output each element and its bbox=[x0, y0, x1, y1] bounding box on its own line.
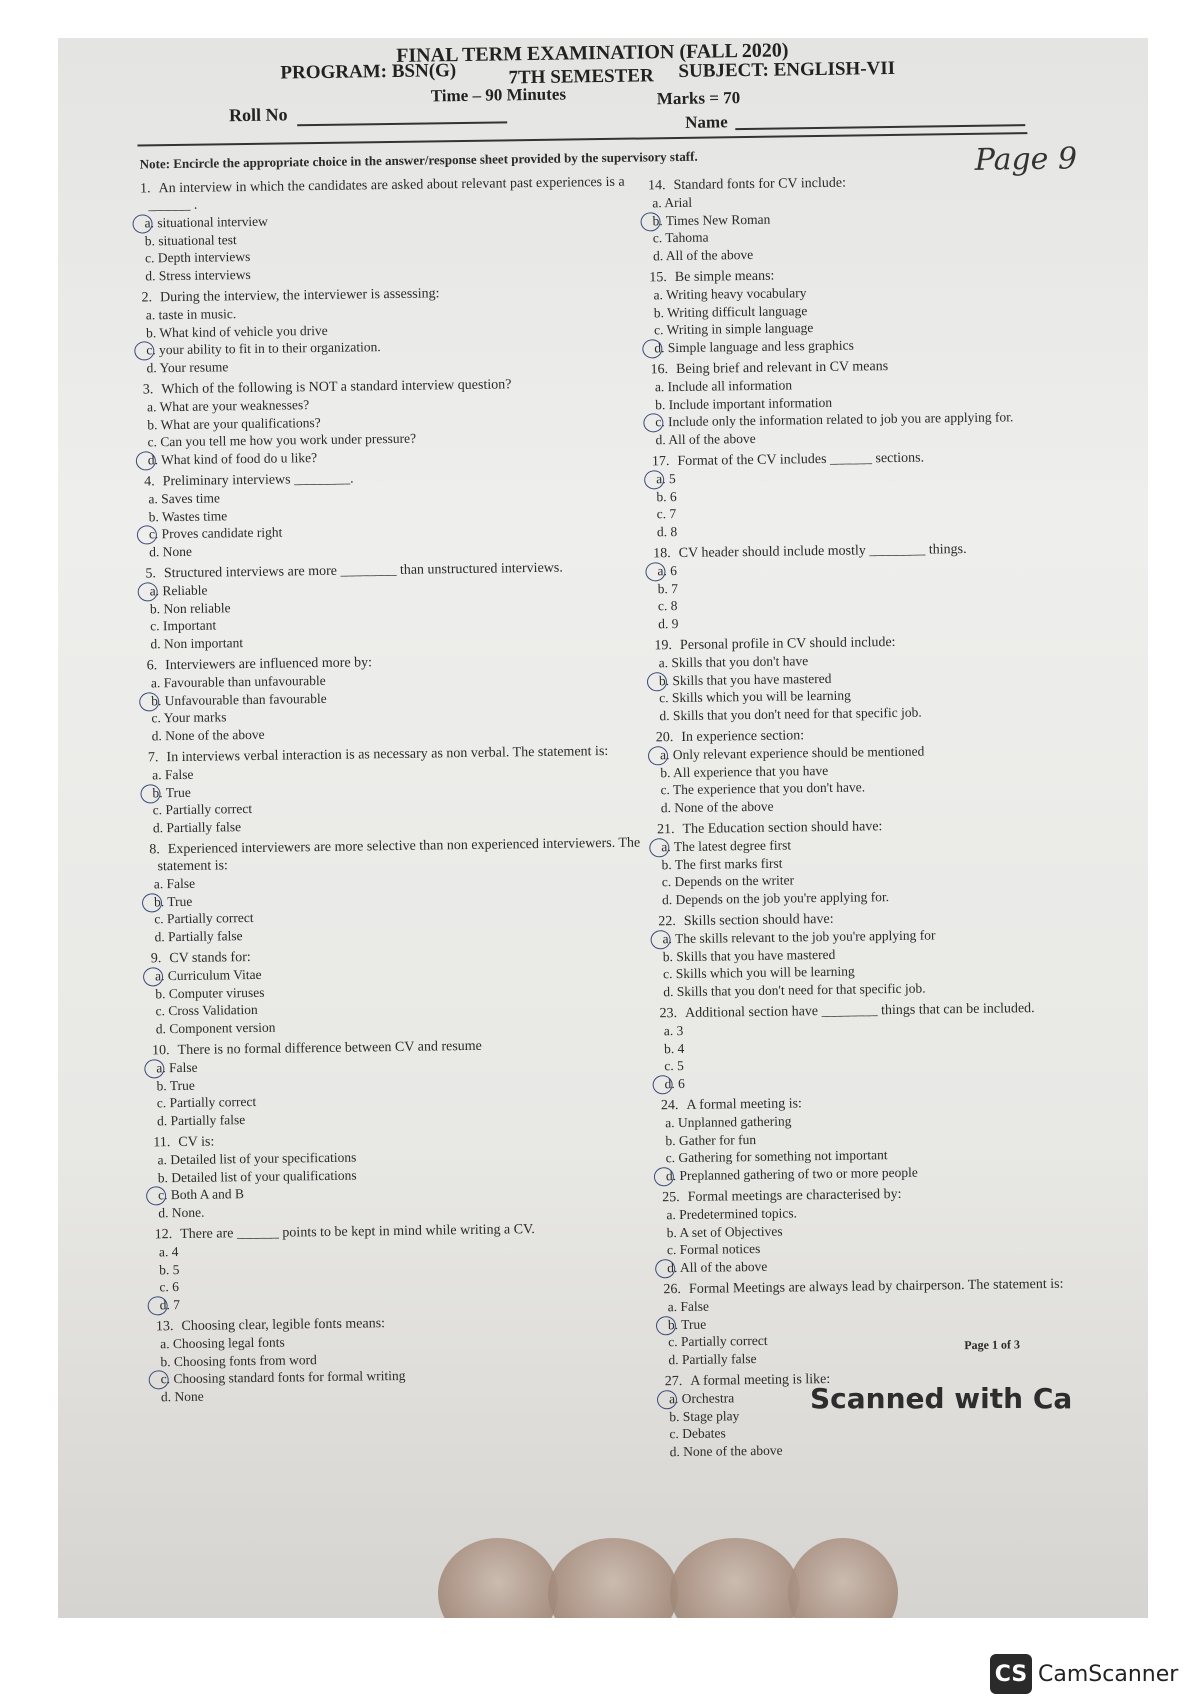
question-item bbox=[148, 742, 649, 836]
answer-option: b. Gather for fun bbox=[665, 1131, 757, 1148]
question-number: 23. bbox=[659, 1006, 678, 1022]
question-number: 27. bbox=[664, 1374, 683, 1390]
camscanner-label: CamScanner bbox=[1038, 1661, 1179, 1687]
question-number: 16. bbox=[650, 362, 669, 378]
question-number: 9. bbox=[150, 951, 162, 967]
answer-option: b. 7 bbox=[657, 580, 679, 596]
answer-option-circled: c. Proves candidate right bbox=[145, 518, 645, 542]
answer-option: d. Skills that you don't need for that specific job. bbox=[663, 980, 926, 999]
answer-option: d. 9 bbox=[658, 615, 679, 631]
question-item bbox=[657, 814, 1148, 908]
question-item bbox=[660, 998, 1148, 1092]
answer-option-circled: a. False bbox=[152, 1052, 652, 1076]
answer-option: c. Partially correct bbox=[152, 800, 253, 818]
question-item bbox=[156, 1311, 657, 1405]
answer-option: a. taste in music. bbox=[145, 306, 237, 323]
answer-option-circled: c. Include only the information related to job you are applying for. bbox=[651, 406, 1148, 430]
answer-option: d. Partially false bbox=[668, 1350, 757, 1367]
answer-option: b. Computer viruses bbox=[155, 984, 265, 1001]
question-number: 17. bbox=[651, 454, 670, 470]
exam-title: FINAL TERM EXAMINATION (FALL 2020) bbox=[396, 39, 789, 67]
answer-option: d. Skills that you don't need for that specific job. bbox=[659, 704, 922, 723]
question-number: 3. bbox=[142, 382, 154, 398]
camscanner-icon: CS bbox=[990, 1654, 1032, 1694]
instructions-note: Note: Encircle the appropriate choice in the answer/response sheet provided by the supervisory staff. bbox=[139, 148, 698, 172]
answer-option: c. 8 bbox=[657, 598, 678, 614]
answer-option: a. Unplanned gathering bbox=[665, 1113, 792, 1131]
answer-option-circled: d. All of the above bbox=[663, 1252, 1148, 1276]
question-item bbox=[663, 1274, 1148, 1368]
answer-option: b. What kind of vehicle you drive bbox=[145, 322, 328, 340]
answer-option: d. All of the above bbox=[652, 246, 754, 263]
answer-option: c. Skills which you will be learning bbox=[662, 963, 855, 982]
scanned-exam-photo bbox=[58, 38, 1148, 1618]
question-item bbox=[653, 538, 1148, 632]
answer-option: d. None bbox=[160, 1388, 204, 1404]
answer-option-circled: d. Preplanned gathering of two or more people bbox=[662, 1160, 1148, 1184]
question-item bbox=[152, 1035, 653, 1129]
answer-option: a. Detailed list of your specifications bbox=[157, 1149, 357, 1168]
answer-option: a. Choosing legal fonts bbox=[160, 1334, 285, 1352]
question-item bbox=[141, 282, 642, 376]
answer-option: c. Cross Validation bbox=[155, 1001, 258, 1019]
question-prompt: Be simple means: bbox=[674, 268, 775, 286]
question-prompt: Format of the CV includes ______ sections. bbox=[677, 450, 925, 470]
answer-option: a. False bbox=[153, 875, 196, 892]
question-prompt: There is no formal difference between CV and resume bbox=[177, 1038, 482, 1059]
roll-no-line bbox=[297, 121, 507, 126]
question-prompt: The Education section should have: bbox=[682, 819, 883, 837]
answer-option: b. A set of Objectives bbox=[666, 1223, 783, 1240]
answer-option: d. Partially false bbox=[156, 1111, 246, 1128]
answer-option: d. Partially false bbox=[152, 818, 242, 835]
questions-right-column bbox=[648, 170, 1148, 1460]
question-number: 24. bbox=[660, 1098, 679, 1114]
question-prompt: Formal meetings are characterised by: bbox=[687, 1186, 902, 1205]
answer-option-circled: d. 6 bbox=[660, 1068, 1148, 1092]
question-item bbox=[147, 650, 648, 744]
answer-option: c. Writing in simple language bbox=[653, 320, 814, 338]
answer-option: c. Depth interviews bbox=[144, 248, 251, 266]
time-label: Time – 90 Minutes bbox=[430, 84, 567, 106]
question-prompt: A formal meeting is: bbox=[686, 1096, 802, 1113]
question-number: 21. bbox=[656, 822, 675, 838]
question-prompt: Formal Meetings are always lead by chairperson. The statement is: bbox=[688, 1276, 1064, 1297]
question-number: 19. bbox=[654, 638, 673, 654]
question-prompt: Additional section have ________ things that can be included. bbox=[685, 1001, 1035, 1021]
answer-option: c. Partially correct bbox=[668, 1332, 768, 1350]
question-number: 8. bbox=[149, 842, 160, 858]
question-number: 2. bbox=[141, 290, 153, 306]
answer-option-circled: b. True bbox=[150, 886, 650, 910]
question-prompt: Skills section should have: bbox=[683, 911, 834, 929]
question-number: 5. bbox=[145, 566, 157, 582]
answer-option-circled: a. Orchestra bbox=[665, 1383, 1148, 1407]
answer-option: d. None. bbox=[158, 1204, 205, 1220]
question-item bbox=[140, 173, 641, 284]
handwritten-page-number: Page 9 bbox=[974, 141, 1078, 178]
question-number: 10. bbox=[151, 1043, 170, 1059]
question-item bbox=[662, 1182, 1148, 1276]
answer-option-circled: a. situational interview bbox=[140, 207, 640, 231]
program-label: PROGRAM: BSN(G) bbox=[280, 60, 457, 84]
question-item bbox=[656, 722, 1148, 816]
question-item bbox=[153, 1127, 654, 1221]
answer-option: c. Formal notices bbox=[666, 1240, 761, 1258]
answer-option: d. Component version bbox=[155, 1019, 276, 1036]
answer-option: d. None of the above bbox=[151, 726, 265, 743]
answer-option: c. 5 bbox=[664, 1057, 684, 1074]
answer-option: a. False bbox=[152, 766, 194, 783]
answer-option-circled: a. Curriculum Vitae bbox=[151, 960, 651, 984]
answer-option: c. Tahoma bbox=[652, 229, 709, 246]
question-item bbox=[661, 1090, 1148, 1184]
name-label: Name bbox=[685, 112, 728, 132]
header-divider bbox=[137, 132, 1027, 146]
answer-option: d. None bbox=[149, 543, 192, 559]
answer-option: b. 5 bbox=[159, 1261, 180, 1277]
subject-label: SUBJECT: ENGLISH-VII bbox=[678, 57, 896, 82]
question-prompt: An interview in which the candidates are asked about relevant past experiences is a ______ . bbox=[148, 174, 625, 214]
answer-option-circled: a. 6 bbox=[653, 555, 1148, 579]
roll-no-label: Roll No bbox=[228, 104, 288, 126]
answer-option-circled: b. Unfavourable than favourable bbox=[147, 685, 647, 709]
answer-option: b. Stage play bbox=[669, 1407, 740, 1424]
answer-option: c. Partially correct bbox=[156, 1093, 257, 1111]
fingers-photo-artifact bbox=[438, 1498, 898, 1618]
question-prompt: Choosing clear, legible fonts means: bbox=[181, 1316, 386, 1335]
answer-option: a. Favourable than unfavourable bbox=[150, 672, 326, 691]
question-item bbox=[654, 630, 1148, 724]
answer-option-circled: b. Times New Roman bbox=[648, 205, 1148, 229]
answer-option: b. All experience that you have bbox=[660, 762, 829, 780]
answer-option-circled: a. The latest degree first bbox=[657, 831, 1148, 855]
answer-option-circled: c. Both A and B bbox=[154, 1179, 654, 1203]
question-prompt: Experienced interviewers are more selective than non experienced interviewers. The statement is: bbox=[157, 835, 641, 875]
question-prompt: Standard fonts for CV include: bbox=[673, 175, 847, 194]
page-footer: Page 1 of 3 bbox=[964, 1337, 1021, 1353]
answer-option: b. Include important information bbox=[655, 394, 833, 412]
answer-option: a. False bbox=[667, 1298, 710, 1315]
answer-option: d. Non important bbox=[150, 634, 244, 651]
answer-option: a. What are your weaknesses? bbox=[147, 397, 310, 415]
answer-option-circled: b. Skills that you have mastered bbox=[655, 665, 1148, 689]
question-prompt: Structured interviews are more ________ than unstructured interviews. bbox=[163, 560, 563, 582]
answer-option-circled: c. your ability to fit in to their organization. bbox=[142, 334, 642, 358]
question-item bbox=[145, 558, 646, 652]
answer-option: b. situational test bbox=[144, 231, 237, 248]
answer-option: c. Depends on the writer bbox=[661, 872, 795, 890]
answer-option-circled: a. Only relevant experience should be mentioned bbox=[656, 739, 1148, 763]
question-prompt: During the interview, the interviewer is assessing: bbox=[159, 286, 440, 306]
exam-sheet bbox=[58, 38, 1148, 1618]
answer-option: c. Partially correct bbox=[154, 909, 254, 927]
answer-option: a. Skills that you don't have bbox=[658, 653, 809, 671]
answer-option-circled: b. True bbox=[664, 1309, 1148, 1333]
question-prompt: CV header should include mostly ________ things. bbox=[678, 541, 967, 561]
answer-option-circled: a. 5 bbox=[652, 463, 1148, 487]
answer-option-circled: a. Reliable bbox=[146, 575, 646, 599]
answer-option-circled: a. The skills relevant to the job you're applying for bbox=[658, 923, 1148, 947]
answer-option: d. None of the above bbox=[660, 798, 774, 815]
question-prompt: Interviewers are influenced more by: bbox=[165, 655, 373, 674]
answer-option: b. Choosing fonts from word bbox=[160, 1351, 317, 1369]
question-number: 13. bbox=[155, 1319, 174, 1335]
answer-option: b. What are your qualifications? bbox=[147, 414, 321, 432]
question-prompt: Personal profile in CV should include: bbox=[679, 634, 896, 653]
answer-option: b. The first marks first bbox=[661, 855, 783, 872]
answer-option: a. Saves time bbox=[148, 490, 221, 507]
question-prompt: Preliminary interviews ________. bbox=[162, 471, 354, 490]
question-number: 14. bbox=[647, 178, 666, 194]
question-number: 20. bbox=[655, 730, 674, 746]
question-item bbox=[151, 943, 652, 1037]
answer-option: b. Skills that you have mastered bbox=[662, 946, 836, 964]
answer-option: c. Important bbox=[150, 617, 217, 634]
camscanner-logo bbox=[990, 1654, 1178, 1694]
scanned-with-watermark: Scanned with Ca bbox=[810, 1382, 1073, 1415]
question-prompt: In experience section: bbox=[681, 728, 805, 745]
question-item bbox=[651, 354, 1148, 448]
answer-option: d. None of the above bbox=[669, 1442, 783, 1459]
answer-option: c. 6 bbox=[159, 1279, 179, 1295]
question-item bbox=[649, 262, 1148, 356]
answer-option: b. Wastes time bbox=[148, 507, 228, 524]
name-line bbox=[735, 124, 1025, 130]
answer-option: c. 7 bbox=[656, 506, 677, 522]
answer-option: b. Non reliable bbox=[149, 599, 231, 616]
question-prompt: CV stands for: bbox=[169, 950, 251, 967]
question-prompt: A formal meeting is like: bbox=[690, 1371, 831, 1389]
question-number: 6. bbox=[146, 658, 158, 674]
question-number: 15. bbox=[649, 270, 667, 286]
marks-label: Marks = 70 bbox=[656, 88, 741, 109]
answer-option: b. 6 bbox=[656, 488, 677, 504]
answer-option: b. Writing difficult language bbox=[653, 302, 808, 320]
question-item bbox=[149, 834, 650, 945]
question-number: 1. bbox=[139, 181, 151, 197]
answer-option: a. Predetermined topics. bbox=[666, 1205, 797, 1223]
semester-label: 7TH SEMESTER bbox=[508, 65, 654, 89]
answer-option-circled: b. True bbox=[148, 777, 648, 801]
answer-option: d. Stress interviews bbox=[145, 266, 251, 283]
question-prompt: In interviews verbal interaction is as necessary as non verbal. The statement is: bbox=[166, 743, 609, 766]
answer-option-circled: c. Choosing standard fonts for formal writing bbox=[157, 1363, 657, 1387]
answer-option: c. Your marks bbox=[151, 709, 227, 726]
answer-option: d. 8 bbox=[656, 523, 678, 539]
answer-option: c. Can you tell me how you work under pressure? bbox=[147, 430, 417, 450]
answer-option: a. 3 bbox=[663, 1022, 684, 1039]
question-item bbox=[155, 1219, 656, 1313]
answer-option: b. Detailed list of your qualifications bbox=[157, 1167, 357, 1185]
answer-option: d. Partially false bbox=[154, 927, 243, 944]
question-item bbox=[144, 466, 645, 560]
answer-option: b. True bbox=[156, 1077, 195, 1093]
question-number: 11. bbox=[153, 1135, 171, 1151]
question-prompt: There are ______ points to be kept in mind while writing a CV. bbox=[180, 1222, 535, 1243]
questions-left-column bbox=[140, 173, 657, 1405]
answer-option-circled: d. What kind of food do u like? bbox=[144, 444, 644, 468]
question-prompt: CV is: bbox=[178, 1134, 215, 1151]
answer-option: a. 4 bbox=[158, 1244, 179, 1260]
question-prompt: Which of the following is NOT a standard interview question? bbox=[161, 377, 512, 398]
question-number: 26. bbox=[663, 1282, 682, 1298]
answer-option: d. Depends on the job you're applying for. bbox=[661, 888, 890, 907]
question-number: 18. bbox=[653, 546, 671, 562]
question-number: 4. bbox=[144, 474, 155, 490]
answer-option: a. Arial bbox=[652, 194, 693, 211]
answer-option-circled: d. 7 bbox=[156, 1289, 656, 1313]
answer-option: c. The experience that you don't have. bbox=[660, 779, 866, 798]
question-item bbox=[658, 906, 1148, 1000]
question-number: 7. bbox=[147, 750, 159, 766]
answer-option: a. Writing heavy vocabulary bbox=[653, 285, 807, 303]
answer-option: d. All of the above bbox=[655, 430, 756, 447]
answer-option: c. Gathering for something not important bbox=[665, 1147, 888, 1166]
answer-option: b. 4 bbox=[664, 1040, 685, 1056]
question-number: 22. bbox=[658, 914, 676, 930]
question-item bbox=[652, 446, 1148, 540]
question-number: 25. bbox=[662, 1190, 680, 1206]
question-item bbox=[648, 170, 1148, 264]
answer-option: a. Include all information bbox=[654, 377, 793, 395]
answer-option: c. Skills which you will be learning bbox=[659, 687, 851, 706]
question-prompt: Being brief and relevant in CV means bbox=[676, 359, 889, 378]
answer-option-circled: d. Simple language and less graphics bbox=[650, 332, 1148, 356]
answer-option: c. Debates bbox=[669, 1425, 726, 1442]
answer-option: d. Your resume bbox=[146, 358, 229, 375]
question-number: 12. bbox=[154, 1227, 173, 1243]
question-item bbox=[143, 374, 644, 468]
